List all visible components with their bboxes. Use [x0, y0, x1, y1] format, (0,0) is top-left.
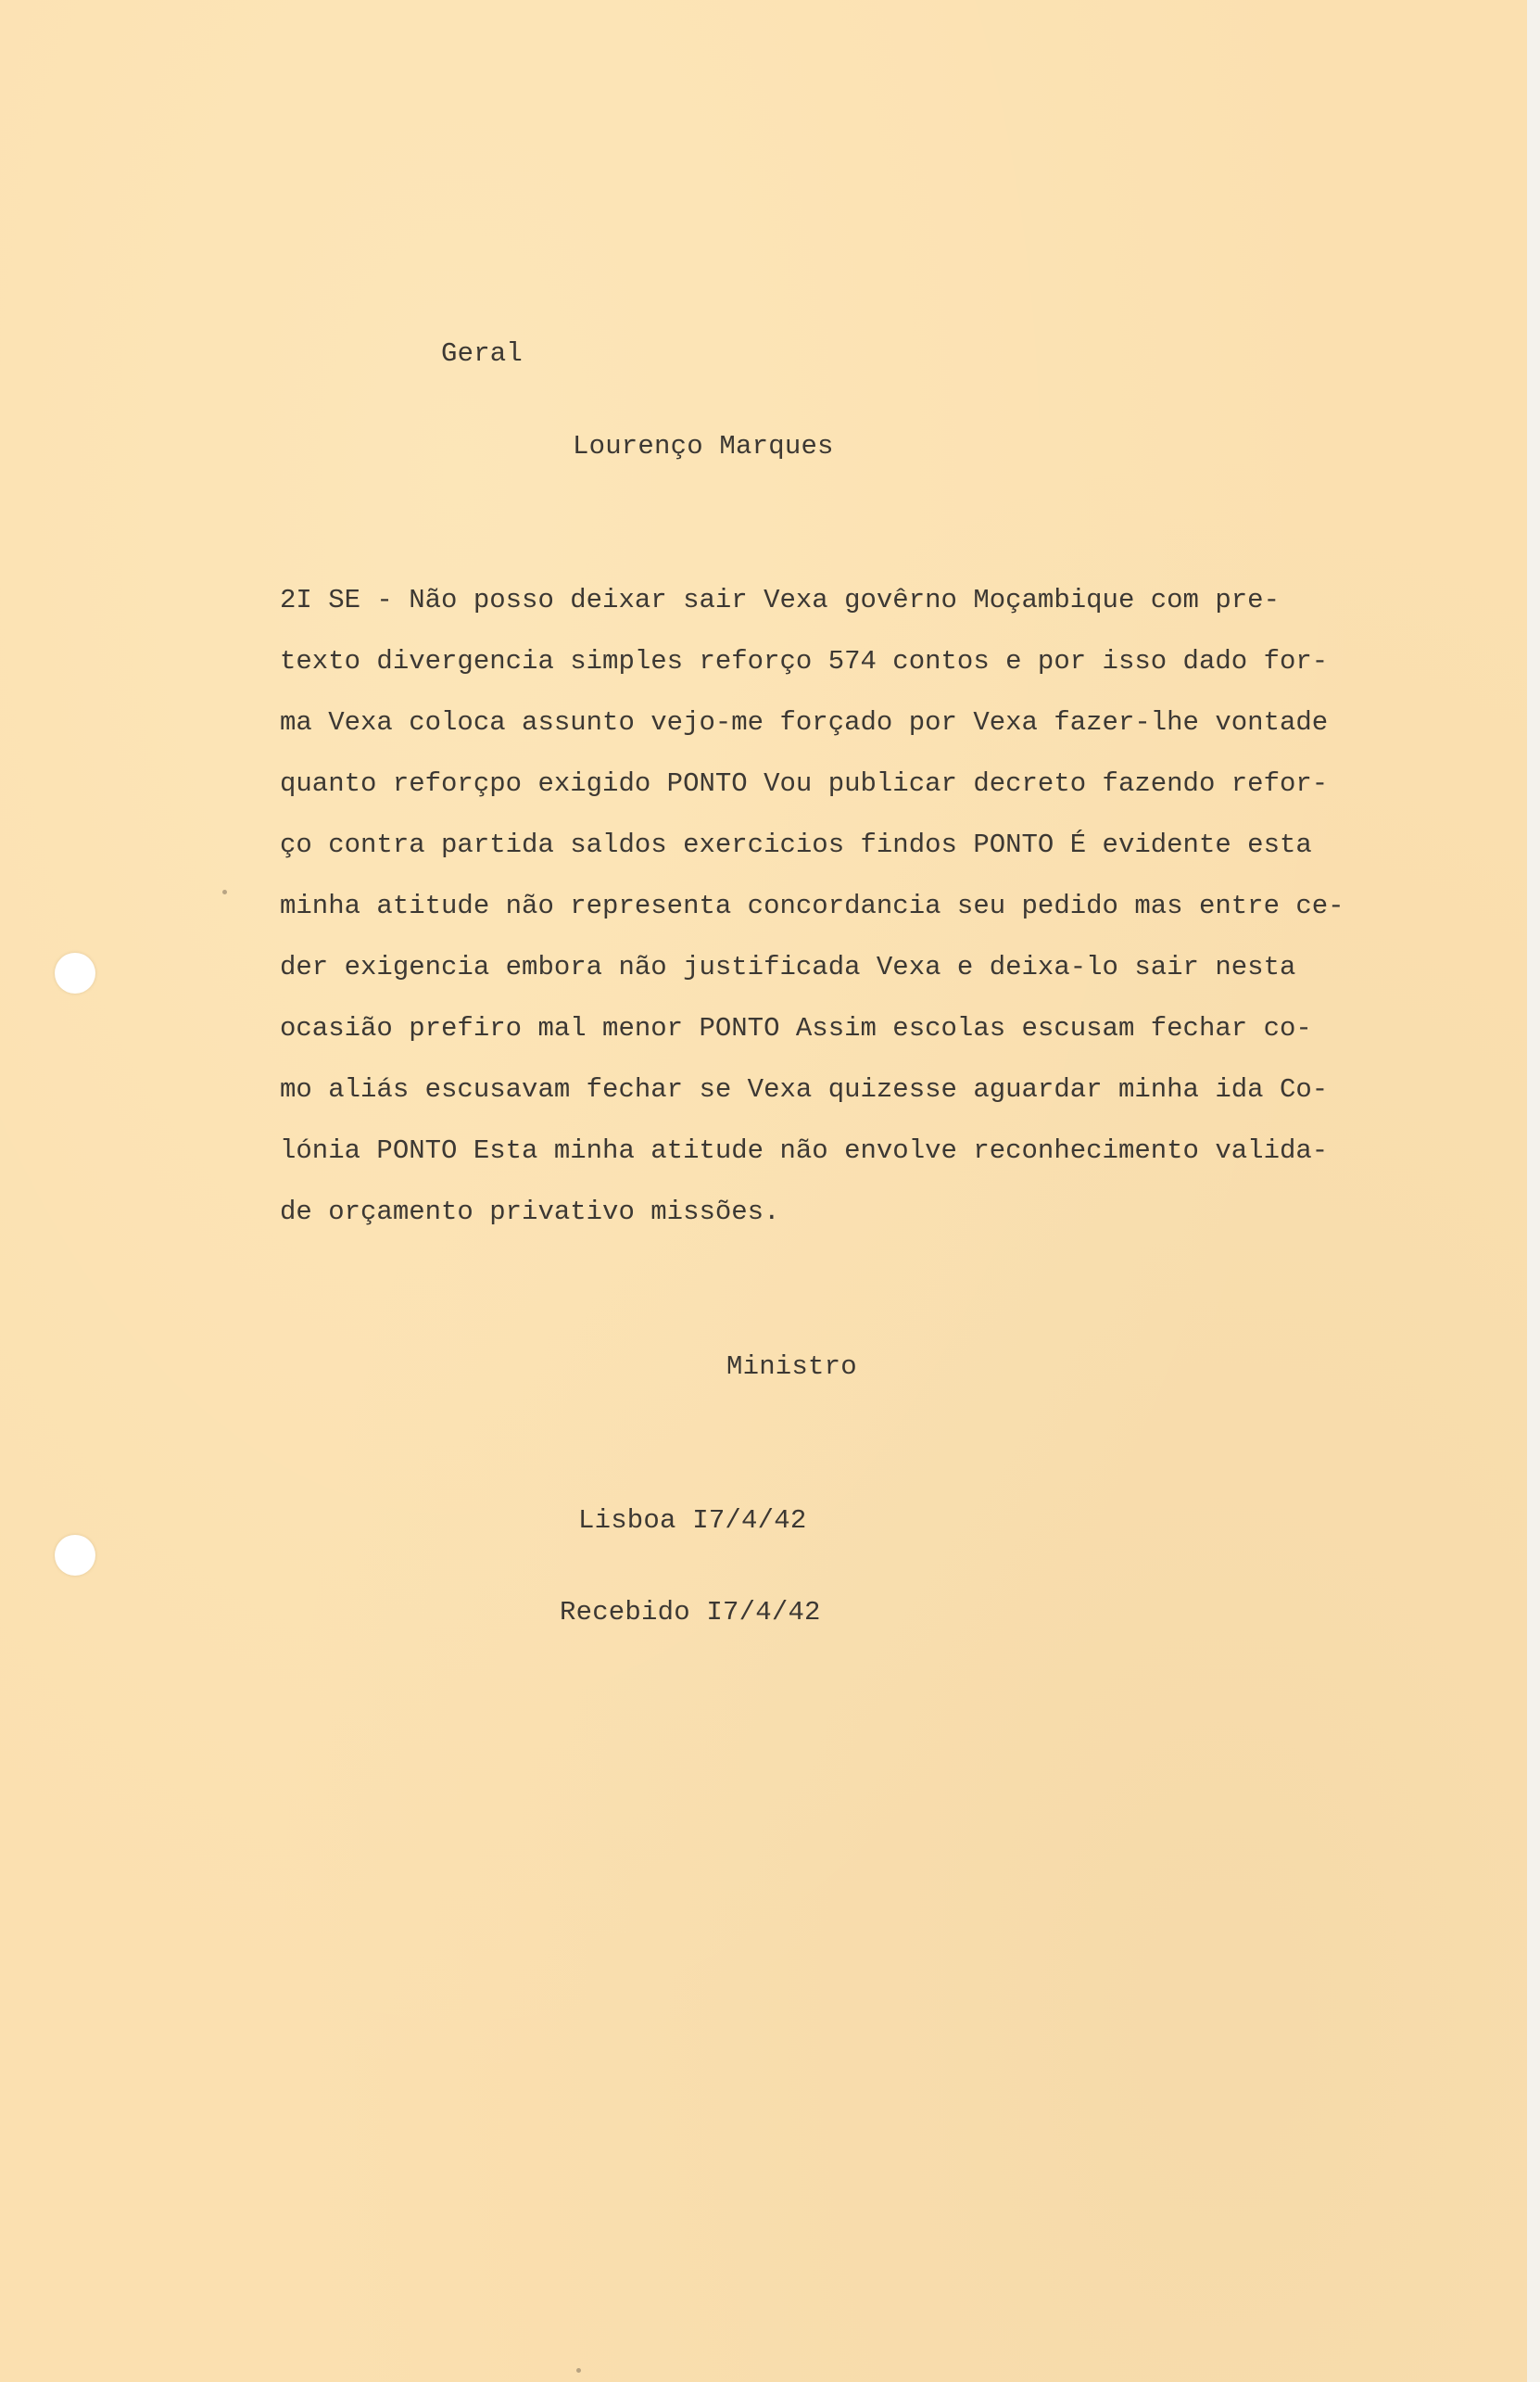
- body-line: ço contra partida saldos exercicios findos PONTO É evidente esta: [280, 830, 1312, 860]
- signature: Ministro: [726, 1351, 857, 1382]
- paper-speck: [222, 890, 227, 894]
- telegram-body: [280, 581, 1503, 1254]
- page-edge: [1527, 0, 1540, 2382]
- distribution-heading: Geral: [441, 338, 524, 369]
- body-line: minha atitude não representa concordancia seu pedido mas entre ce-: [280, 891, 1344, 921]
- place-date: Lisboa I7/4/42: [578, 1505, 807, 1536]
- body-line: lónia PONTO Esta minha atitude não envolve reconhecimento valida-: [280, 1135, 1329, 1166]
- body-line: de orçamento privativo missões.: [280, 1197, 780, 1227]
- paper-speck: [576, 2368, 581, 2373]
- body-line: ma Vexa coloca assunto vejo-me forçado por Vexa fazer-lhe vontade: [280, 707, 1329, 738]
- punch-hole-lower: [55, 1535, 95, 1576]
- punch-hole-upper: [55, 953, 95, 994]
- body-line: 2I SE - Não posso deixar sair Vexa govêrno Moçambique com pre-: [280, 585, 1280, 615]
- body-line: mo aliás escusavam fechar se Vexa quizesse aguardar minha ida Co-: [280, 1074, 1329, 1105]
- body-line: ocasião prefiro mal menor PONTO Assim escolas escusam fechar co-: [280, 1013, 1312, 1044]
- received-date: Recebido I7/4/42: [560, 1597, 821, 1628]
- body-line: texto divergencia simples reforço 574 contos e por isso dado for-: [280, 646, 1329, 677]
- body-line: der exigencia embora não justificada Vexa e deixa-lo sair nesta: [280, 952, 1296, 982]
- destination-heading: Lourenço Marques: [573, 431, 834, 462]
- body-line: quanto reforçpo exigido PONTO Vou publicar decreto fazendo refor-: [280, 768, 1329, 799]
